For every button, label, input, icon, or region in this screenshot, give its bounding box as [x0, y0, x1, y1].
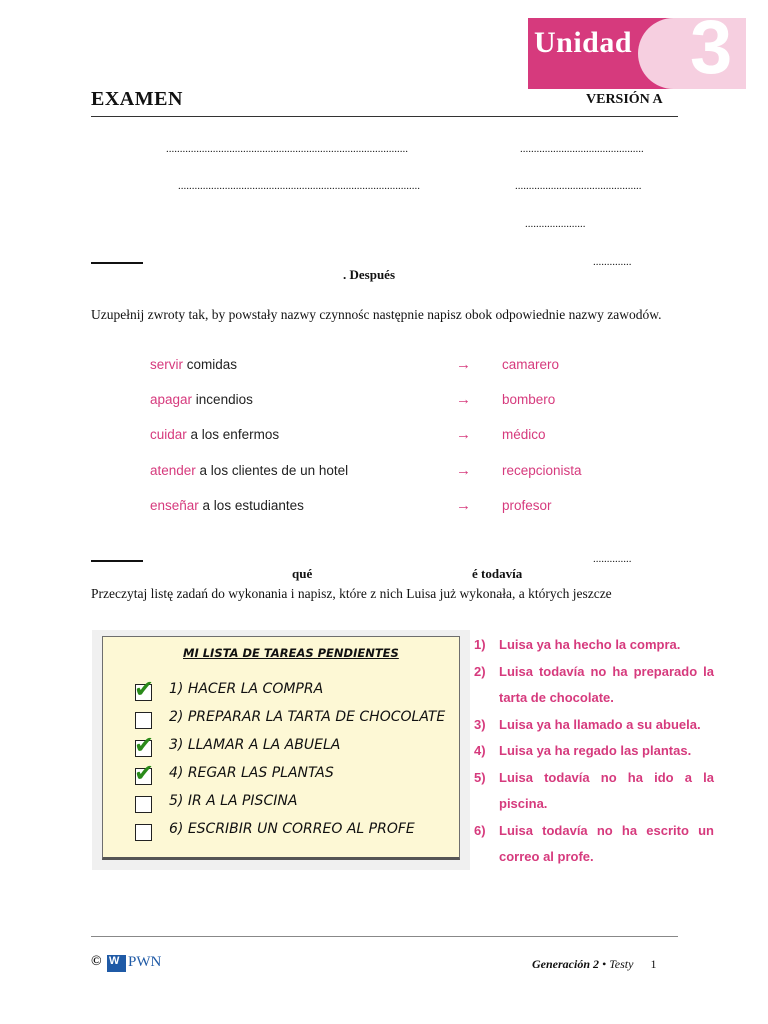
exercise1-number-line: [91, 262, 143, 264]
header-divider: [91, 116, 678, 117]
task-item: [134, 731, 455, 761]
checkmark-icon: ✔: [134, 675, 155, 703]
checkbox: [134, 731, 155, 759]
exercise1-verb: cuidar: [150, 427, 187, 442]
exercise1-item: [150, 463, 610, 483]
checkbox: [135, 712, 152, 729]
page-title: EXAMEN: [91, 88, 183, 110]
exercise1-item: [150, 427, 610, 447]
checkbox: [134, 675, 155, 703]
surname-field-dots[interactable]: ........................................................................................: [178, 180, 420, 192]
answer-text: Luisa ya ha regado las plantas.: [499, 743, 692, 758]
exercise1-answer: recepcionista: [502, 463, 582, 478]
arrow-right-icon: →: [456, 497, 471, 514]
exercise1-verb: apagar: [150, 392, 193, 407]
task-item: [135, 709, 455, 733]
footer-divider: [91, 936, 678, 937]
answer-item: [474, 765, 714, 818]
answer-text: Luisa todavía no ha ido a la piscina.: [499, 769, 714, 811]
version-label: VERSIÓN A: [586, 92, 663, 107]
task-text: 6) ESCRIBIR UN CORREO AL PROFE: [169, 821, 415, 837]
checkbox: [135, 796, 152, 813]
exercise1-points-dots: ..............: [593, 256, 632, 268]
logo-mark: W: [109, 955, 120, 967]
answer-number: 5): [474, 769, 486, 785]
arrow-right-icon: →: [456, 462, 471, 479]
task-text: 5) IR A LA PISCINA: [169, 793, 298, 809]
answer-number: 2): [474, 663, 486, 679]
answer-item: [474, 738, 714, 765]
exercise1-answer: médico: [502, 427, 546, 442]
task-text: 4) REGAR LAS PLANTAS: [169, 765, 334, 781]
answer-number: 4): [474, 743, 486, 758]
arrow-right-icon: →: [456, 391, 471, 408]
exercise1-item: [150, 498, 610, 518]
publisher-name: PWN: [128, 954, 162, 970]
answer-number: 3): [474, 716, 486, 732]
task-item: [134, 759, 455, 789]
footer-info: [532, 957, 656, 972]
answer-text: Luisa ya ha hecho la compra.: [499, 637, 681, 652]
exercise1-phrase: a los enfermos: [186, 427, 280, 442]
arrow-right-icon: →: [456, 356, 471, 373]
exercise1-phrase: a los clientes de un hotel: [195, 463, 349, 478]
date-field-dots[interactable]: ..............................................: [515, 180, 642, 192]
task-text: 2) PREPARAR LA TARTA DE CHOCOLATE: [169, 709, 446, 725]
exercise1-phrase: incendios: [192, 392, 253, 407]
exercise2-points-dots: ..............: [593, 553, 632, 565]
class-field-dots[interactable]: .............................................: [520, 143, 644, 155]
exercise1-verb: servir: [150, 357, 183, 372]
task-text: 1) HACER LA COMPRA: [169, 681, 324, 697]
exercise1-answer: camarero: [502, 357, 560, 372]
answer-number: 6): [474, 822, 486, 838]
task-item: [134, 675, 455, 705]
answer-item: [474, 818, 714, 871]
checkmark-icon: ✔: [134, 731, 155, 759]
badge-number: 3: [690, 5, 733, 90]
answer-item: [474, 632, 714, 659]
checkmark-icon: ✔: [134, 759, 155, 787]
note-title: MI LISTA DE TAREAS PENDIENTES: [183, 646, 399, 660]
exercise1-heading: . Después: [343, 267, 396, 282]
section-name: Testy: [609, 957, 634, 971]
arrow-right-icon: →: [456, 426, 471, 443]
exercise1-answer: bombero: [502, 392, 556, 407]
bullet: •: [602, 957, 607, 971]
task-item: [135, 793, 455, 817]
exercise1-item: [150, 357, 610, 377]
exercise2-heading-right: é todavía: [472, 566, 523, 581]
answer-item: [474, 712, 714, 739]
task-text: 3) LLAMAR A LA ABUELA: [169, 737, 341, 753]
exercise1-answer: profesor: [502, 498, 552, 513]
task-item: [135, 821, 455, 845]
book-title: Generación 2: [532, 957, 599, 971]
exercise1-verb: enseñar: [150, 498, 199, 513]
answer-list: [474, 632, 714, 871]
page-number: 1: [650, 957, 657, 971]
badge-word: Unidad: [534, 26, 633, 59]
answer-text: Luisa todavía no ha preparado la tarta de chocolate.: [499, 663, 714, 705]
exercise2-instructions: Przeczytaj listę zadań do wykonania i napisz, które z nich Luisa już wykonała, a których jeszcze: [91, 586, 612, 601]
answer-item: [474, 659, 714, 712]
grade-field-dots[interactable]: ......................: [525, 218, 586, 230]
unit-badge: [528, 5, 746, 90]
answer-number: 1): [474, 637, 486, 652]
copyright-symbol: ©: [91, 954, 102, 969]
checkbox: [135, 824, 152, 841]
answer-text: Luisa ya ha llamado a su abuela.: [499, 716, 701, 732]
exercise1-instructions: Uzupełnij zwroty tak, by powstały nazwy czynnośc następnie napisz obok odpowiednie nazwy zawodów.: [91, 307, 662, 322]
exercise2-heading-left: qué: [292, 566, 313, 581]
exercise1-phrase: a los estudiantes: [198, 498, 304, 513]
pwn-logo-icon: [107, 955, 126, 972]
task-list-note: [102, 636, 460, 860]
name-field-dots[interactable]: ........................................................................................: [166, 143, 408, 155]
answer-text: Luisa todavía no ha escrito un correo al profe.: [499, 822, 714, 864]
exercise1-phrase: comidas: [183, 357, 238, 372]
exercise1-item: [150, 392, 610, 412]
checkbox: [134, 759, 155, 787]
exercise2-number-line: [91, 560, 143, 562]
exercise1-verb: atender: [150, 463, 196, 478]
